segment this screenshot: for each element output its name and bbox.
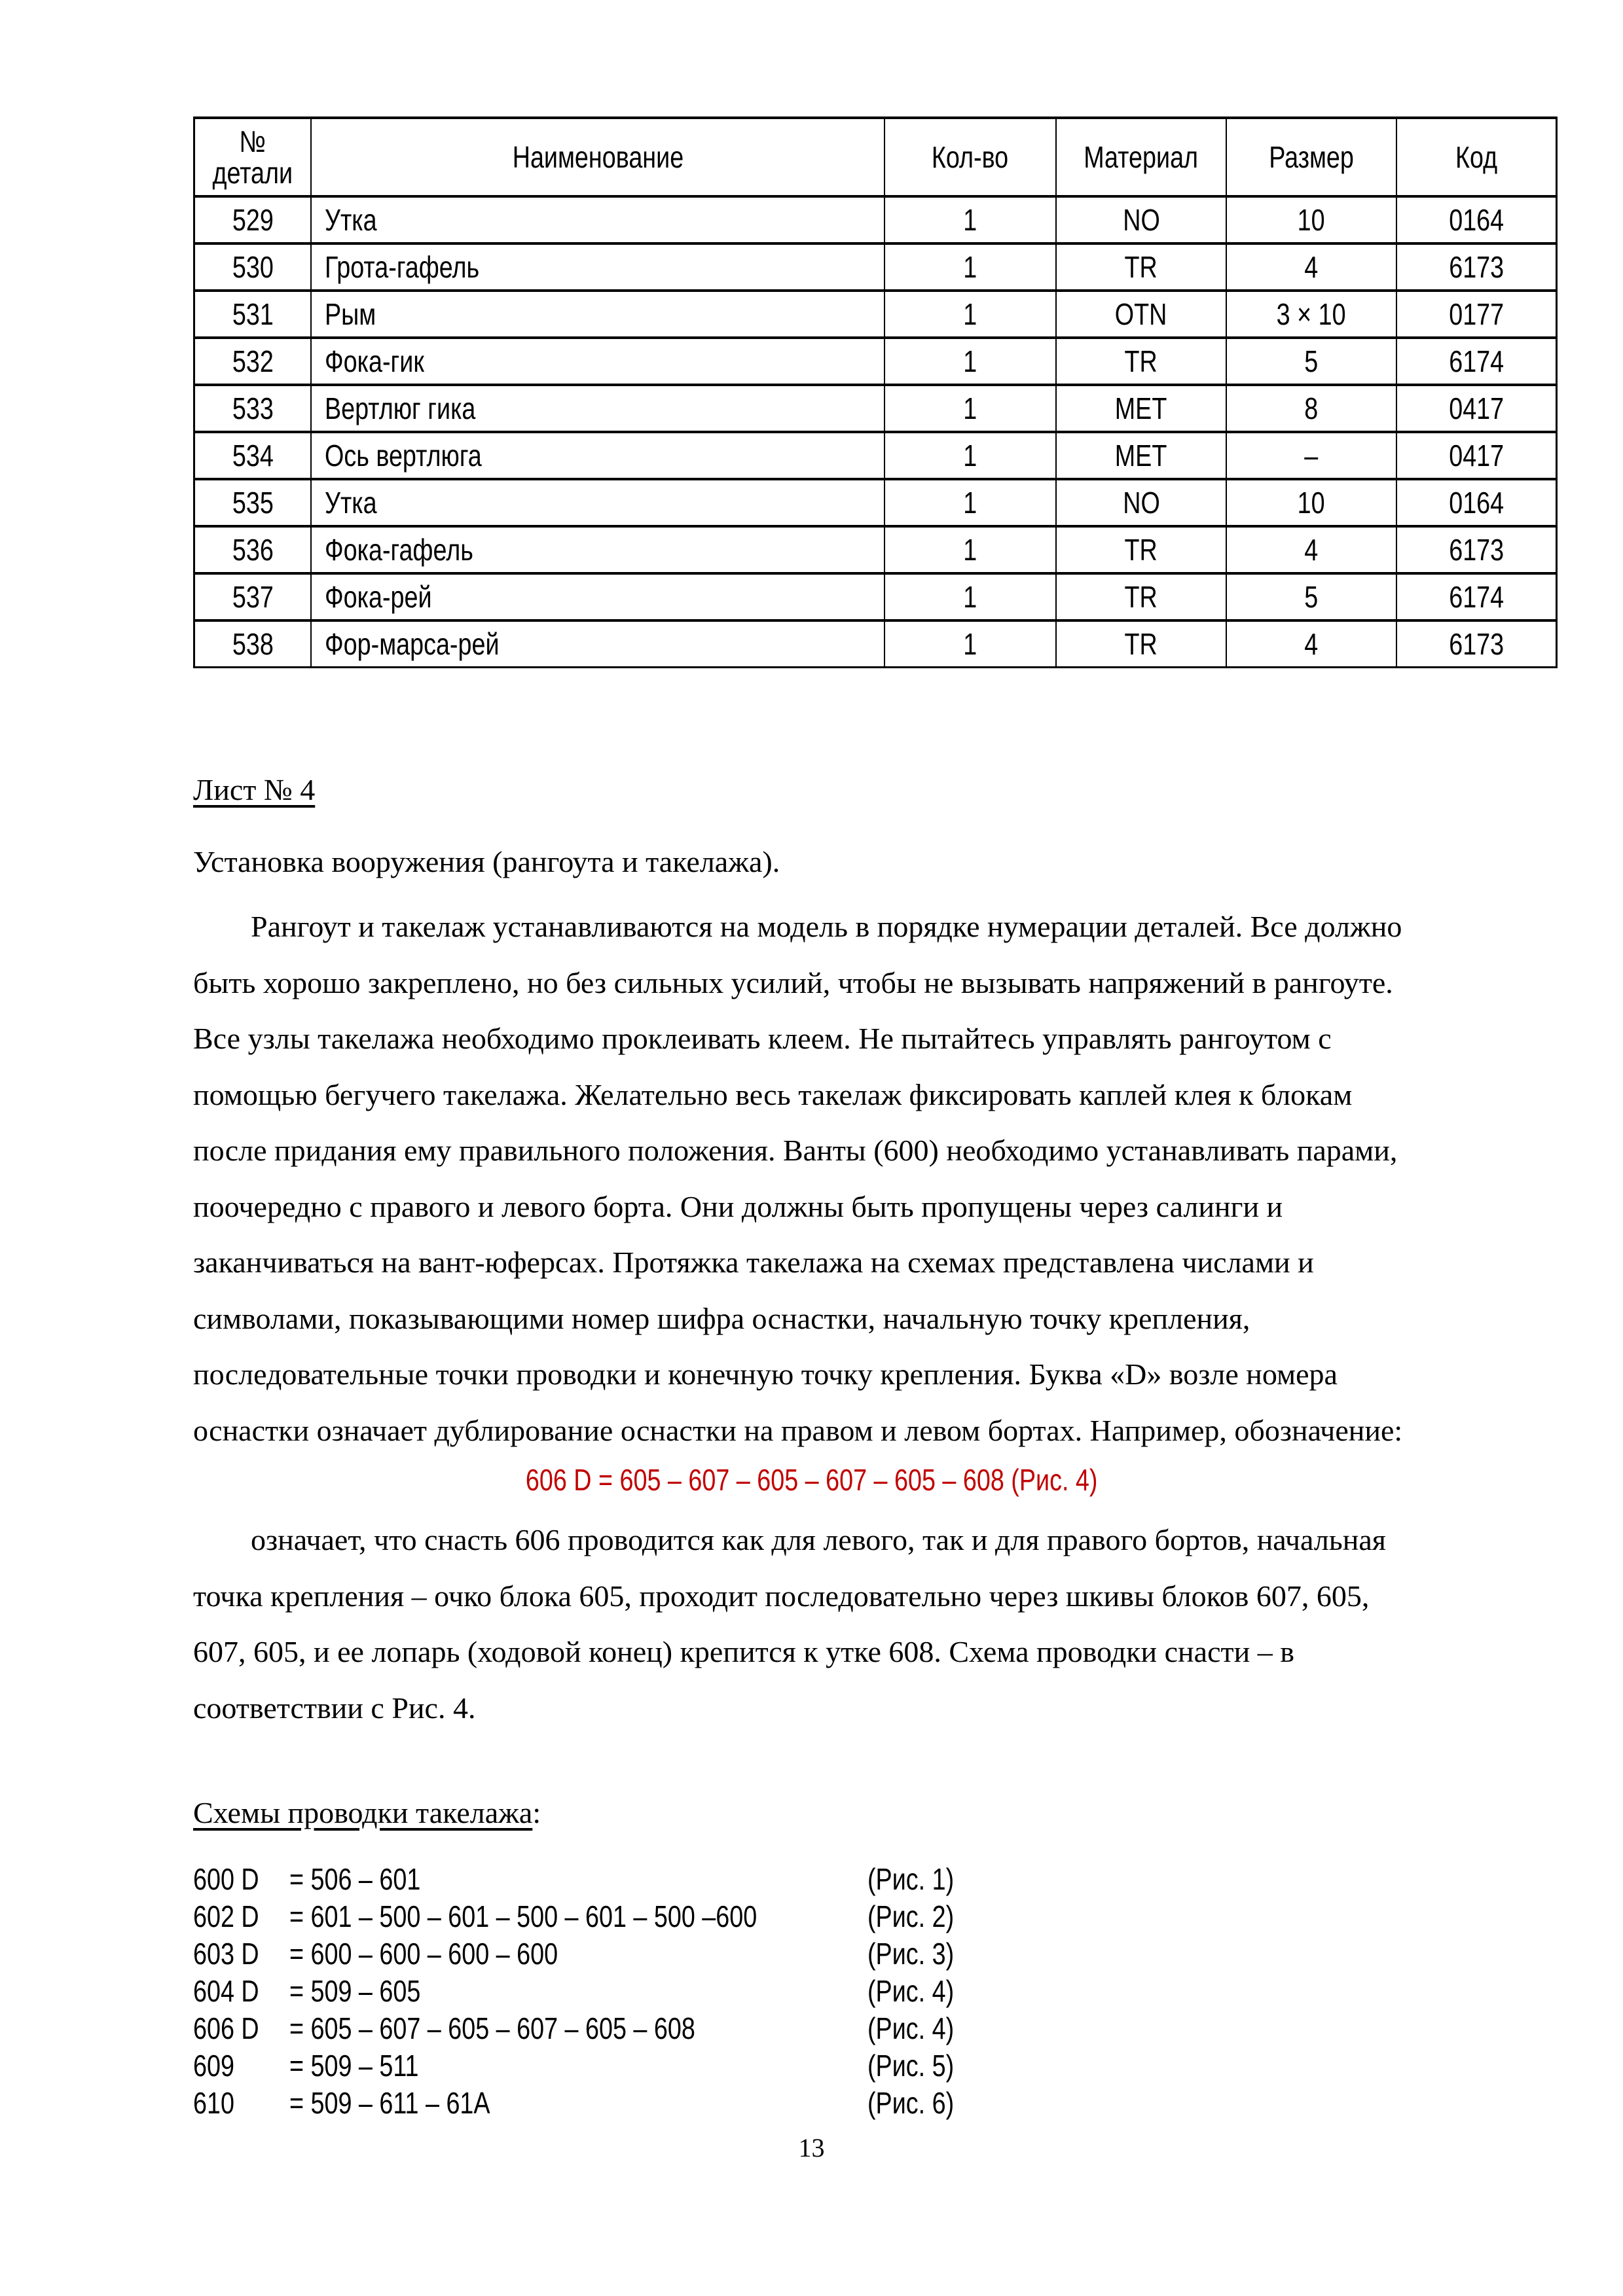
scheme-row [193,1935,979,1973]
material: OTN [1115,297,1167,331]
quantity: 1 [963,627,977,661]
scheme-route: = 600 – 600 – 600 – 600 [289,1937,558,1971]
page-number: 13 [798,2133,825,2162]
cell-part-number [194,196,312,243]
quantity: 1 [963,580,977,614]
scheme-figure-ref: (Рис. 2) [867,1899,955,1933]
cell-size [1226,196,1396,243]
cell-size [1226,243,1396,291]
cell-quantity [884,432,1056,479]
paragraph-line: 607, 605, и ее лопарь (ходовой конец) крепится к утке 608. Схема проводки снасти – в [193,1635,1294,1668]
cell-material [1056,432,1226,479]
header-name [311,118,884,196]
table-row [194,620,1557,668]
scheme-row [193,2085,979,2122]
cell-quantity [884,385,1056,432]
quantity: 1 [963,533,977,567]
code: 6174 [1449,344,1504,378]
header-code [1396,118,1557,196]
part-number: 532 [232,344,274,378]
cell-part-name [311,196,884,243]
cell-material [1056,385,1226,432]
size: 4 [1304,627,1319,661]
quantity: 1 [963,203,977,237]
cell-part-number [194,291,312,338]
paragraph-line: последовательные точки проводки и конечную точку крепления. Буква «D» возле номера [193,1357,1338,1391]
cell-quantity [884,573,1056,620]
part-name: Утка [325,203,377,237]
part-number: 529 [232,203,274,237]
paragraph-line: означает, что снасть 606 проводится как для левого, так и для правого бортов, начальная [251,1523,1386,1556]
scheme-route: = 509 – 511 [289,2049,419,2083]
scheme-route: = 509 – 611 – 61A [289,2086,490,2120]
table-header-row [194,118,1557,196]
part-number: 531 [232,297,274,331]
header-size [1226,118,1396,196]
paragraph-line: точка крепления – очко блока 605, проходит последовательно через шкивы блоков 607, 605, [193,1579,1370,1613]
cell-part-name [311,573,884,620]
code: 0164 [1449,203,1504,237]
cell-quantity [884,620,1056,668]
instructions-paragraph [193,899,1529,1458]
cell-size [1226,526,1396,573]
header-material-label: Материал [1084,140,1199,174]
code: 0417 [1449,391,1504,425]
quantity: 1 [963,439,977,473]
material: TR [1124,344,1158,378]
material: TR [1124,250,1158,284]
size: 10 [1298,486,1325,520]
cell-code [1396,620,1557,668]
scheme-route: = 605 – 607 – 605 – 607 – 605 – 608 [289,2011,695,2045]
rigging-example [0,1462,1623,1498]
section-intro: Установка вооружения (рангоута и такелажа). [193,845,780,878]
cell-part-name [311,526,884,573]
paragraph-line: соответствии с Рис. 4. [193,1691,476,1725]
material: NO [1122,203,1160,237]
scheme-row [193,2047,979,2085]
code: 0417 [1449,439,1504,473]
paragraph-line: после придания ему правильного положения. Ванты (600) необходимо устанавливать парами, [193,1134,1398,1167]
cell-part-number [194,479,312,526]
header-material [1056,118,1226,196]
cell-code [1396,291,1557,338]
scheme-id: 604 D [193,1974,259,2008]
scheme-id: 602 D [193,1899,259,1933]
code: 6173 [1449,627,1504,661]
quantity: 1 [963,250,977,284]
cell-part-number [194,573,312,620]
size: 5 [1304,344,1319,378]
cell-size [1226,573,1396,620]
header-size-label: Размер [1269,140,1354,174]
part-name: Утка [325,486,377,520]
code: 6173 [1449,533,1504,567]
part-name: Фока-рей [325,580,432,614]
scheme-route: = 506 – 601 [289,1862,421,1896]
quantity: 1 [963,391,977,425]
cell-quantity [884,526,1056,573]
cell-material [1056,243,1226,291]
scheme-row [193,2010,979,2047]
scheme-route: = 601 – 500 – 601 – 500 – 601 – 500 –600 [289,1899,757,1933]
part-name: Фока-гафель [325,533,473,567]
cell-part-number [194,526,312,573]
quantity: 1 [963,297,977,331]
header-part-number-symbol: № [239,124,266,158]
cell-code [1396,479,1557,526]
header-name-label: Наименование [512,140,684,174]
cell-part-name [311,385,884,432]
material: TR [1124,533,1158,567]
scheme-id: 609 [193,2049,234,2083]
explanation-paragraph [193,1512,1529,1736]
cell-part-number [194,338,312,385]
table-row [194,479,1557,526]
table-row [194,291,1557,338]
cell-part-name [311,291,884,338]
part-number: 533 [232,391,274,425]
cell-size [1226,432,1396,479]
scheme-row [193,1861,979,1898]
part-number: 538 [232,627,274,661]
schemes-heading-text: Схемы проводки такелажа [193,1796,533,1829]
cell-part-number [194,432,312,479]
cell-code [1396,243,1557,291]
cell-code [1396,196,1557,243]
size: 3 × 10 [1277,297,1346,331]
cell-size [1226,620,1396,668]
code: 0164 [1449,486,1504,520]
cell-code [1396,338,1557,385]
schemes-heading [193,1795,541,1830]
code: 0177 [1449,297,1504,331]
scheme-route: = 509 – 605 [289,1974,421,2008]
material: MET [1115,391,1167,425]
cell-material [1056,338,1226,385]
part-name: Фока-гик [325,344,424,378]
part-name: Грота-гафель [325,250,480,284]
table-row [194,526,1557,573]
parts-table [193,117,1558,668]
cell-material [1056,526,1226,573]
paragraph-line: оснастки означает дублирование оснастки на правом и левом бортах. Например, обозначение: [193,1413,1403,1447]
part-number: 536 [232,533,274,567]
size: 4 [1304,250,1319,284]
cell-part-name [311,243,884,291]
size: – [1304,439,1319,473]
paragraph-line: Рангоут и такелаж устанавливаются на модель в порядке нумерации деталей. Все должно [251,910,1402,943]
header-part-number-label: детали [212,156,293,190]
table-row [194,243,1557,291]
cell-material [1056,291,1226,338]
header-code-label: Код [1455,140,1498,174]
cell-material [1056,196,1226,243]
cell-quantity [884,338,1056,385]
paragraph-line: помощью бегучего такелажа. Желательно весь такелаж фиксировать каплей клея к блокам [193,1077,1353,1111]
part-number: 534 [232,439,274,473]
scheme-id: 610 [193,2086,234,2120]
part-number: 535 [232,486,274,520]
scheme-figure-ref: (Рис. 3) [867,1937,955,1971]
cell-quantity [884,291,1056,338]
scheme-figure-ref: (Рис. 6) [867,2086,955,2120]
material: TR [1124,627,1158,661]
part-name: Ось вертлюга [325,439,482,473]
scheme-figure-ref: (Рис. 4) [867,2011,955,2045]
paragraph-line: символами, показывающими номер шифра оснастки, начальную точку крепления, [193,1301,1250,1335]
table-row [194,432,1557,479]
table-row [194,338,1557,385]
material: TR [1124,580,1158,614]
part-number: 530 [232,250,274,284]
size: 4 [1304,533,1319,567]
cell-part-name [311,479,884,526]
paragraph-line: быть хорошо закреплено, но без сильных усилий, чтобы не вызывать напряжений в рангоуте. [193,965,1393,999]
code: 6174 [1449,580,1504,614]
cell-part-number [194,385,312,432]
scheme-figure-ref: (Рис. 4) [867,1974,955,2008]
cell-material [1056,620,1226,668]
part-name: Рым [325,297,376,331]
rigging-example-formula: 606 D = 605 – 607 – 605 – 607 – 605 – 608 (Рис. 4) [525,1463,1098,1497]
material: MET [1115,439,1167,473]
cell-material [1056,573,1226,620]
cell-size [1226,479,1396,526]
table-row [194,385,1557,432]
cell-part-number [194,620,312,668]
size: 5 [1304,580,1319,614]
size: 10 [1298,203,1325,237]
cell-part-name [311,620,884,668]
quantity: 1 [963,486,977,520]
cell-size [1226,338,1396,385]
table-row [194,573,1557,620]
cell-part-name [311,338,884,385]
part-name: Вертлюг гика [325,391,476,425]
scheme-id: 606 D [193,2011,259,2045]
cell-part-number [194,243,312,291]
scheme-figure-ref: (Рис. 1) [867,1862,955,1896]
material: NO [1122,486,1160,520]
cell-code [1396,526,1557,573]
header-part-number [194,118,312,196]
part-number: 537 [232,580,274,614]
header-quantity [884,118,1056,196]
scheme-figure-ref: (Рис. 5) [867,2049,955,2083]
schemes-heading-colon: : [532,1796,541,1829]
quantity: 1 [963,344,977,378]
table-row [194,196,1557,243]
cell-code [1396,573,1557,620]
header-quantity-label: Кол-во [932,140,1009,174]
code: 6173 [1449,250,1504,284]
cell-code [1396,432,1557,479]
paragraph-line: поочередно с правого и левого борта. Они должны быть пропущены через салинги и [193,1189,1283,1223]
cell-part-name [311,432,884,479]
scheme-id: 600 D [193,1862,259,1896]
sheet-title: Лист № 4 [193,773,316,806]
cell-size [1226,291,1396,338]
rigging-schemes-list [193,1861,979,2122]
cell-code [1396,385,1557,432]
scheme-id: 603 D [193,1937,259,1971]
part-name: Фор-марса-рей [325,627,500,661]
cell-quantity [884,243,1056,291]
cell-material [1056,479,1226,526]
size: 8 [1304,391,1319,425]
cell-quantity [884,196,1056,243]
cell-size [1226,385,1396,432]
scheme-row [193,1973,979,2010]
paragraph-line: Все узлы такелажа необходимо проклеивать клеем. Не пытайтесь управлять рангоутом с [193,1022,1332,1055]
scheme-row [193,1898,979,1935]
cell-quantity [884,479,1056,526]
paragraph-line: заканчиваться на вант-юферсах. Протяжка такелажа на схемах представлена числами и [193,1246,1314,1279]
